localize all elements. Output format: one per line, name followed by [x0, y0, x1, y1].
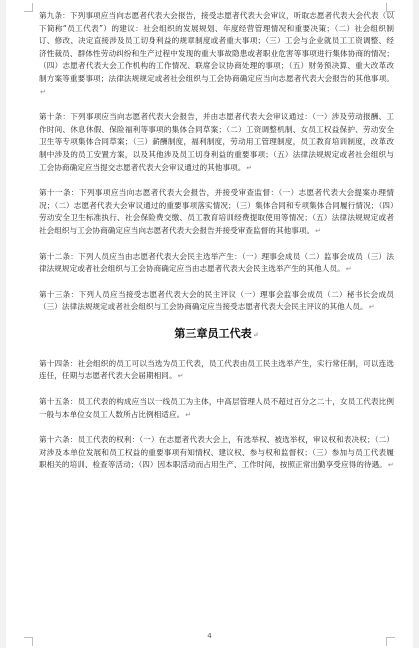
chapter-title: 第三章员工代表↵ [174, 326, 259, 340]
paragraph-mark-icon: ↵ [40, 87, 46, 96]
article-15: 第十五条：员工代表的构成应当以一线员工为主体，中高层管理人员不超过百分之二十，女员工代表比例一般与本单位女员工人数所占比例相适应。↵ [39, 397, 394, 419]
paragraph-mark-icon: ↵ [252, 329, 259, 339]
article-16: 第十六条：员工代表的权利：（一）在志愿者代表大会上，有选举权、被选举权，审议权和表决权；（二）对涉及本单位发展和员工权益的重要事项有知情权、建议权、参与权和监督权；（三）参加与员工代表履职相关的培训、检查等活动；（四）因本职活动而占用生产、工作时间，按照正常出勤享受应得的待遇。↵ [39, 435, 394, 470]
paragraph-mark-icon: ↵ [185, 410, 192, 419]
page-number: 4 [207, 632, 212, 640]
paragraph-mark-icon: ↵ [246, 163, 253, 172]
article-9: 第九条：下列事项应当向志愿者代表大会报告，接受志愿者代表大会审议，听取志愿者代表大会代表（以下简称“员工代表”）的建议：社会组织的发展规划、年度经营管理情况和重要决策；（二）社会组织制订、修改、决定直接涉及员工切身利益的规章制度或者重大事项；（三）工会与企业就员工工资调整、经济性裁员、群体性劳动纠纷和生产过程中发现的重大事故隐患或者职业危害等事项进行集体协商的情况；（四）志愿者代表大会工作机构的工作情况、联席会议协商处理的事项；（五）财务预决算、重大改革改制方案等重要事项；法律法规规定或者社会组织与工会协商确定应当向志愿者代表大会报告的其他事项。↵ [39, 11, 394, 96]
corner-mark [24, 3, 33, 12]
paragraph-mark-icon: ↵ [177, 372, 184, 381]
paragraph-mark-icon: ↵ [387, 461, 394, 470]
paragraph-mark-icon: ↵ [315, 226, 322, 235]
article-14: 第十四条：社会组织的员工可以当选为员工代表，员工代表由员工民主选举产生，实行常任制，可以连选连任，任期与志愿者代表大会届期相同。↵ [39, 358, 394, 381]
article-11: 第十一条：下列事项应当向志愿者代表大会报告，并接受审查监督：（一）志愿者代表大会提案办理情况；（二）志愿者代表大会审议通过的重要事项落实情况；（三）集体合同和专项集体合同履行情况；（四）劳动安全卫生标准执行、社会保险费交缴、员工教育培训经费提取使用等情况；（五）法律法规规定或者社会组织与工会协商确定应当向志愿者代表大会报告并接受审查监督的其他事项。↵ [39, 188, 394, 235]
document-page [6, 0, 413, 648]
article-12: 第十二条：下列人员应当由志愿者代表大会民主选举产生：（一）理事会成员（二）监事会成员（三）法律法规规定或者社会组织与工会协商确定应当由志愿者代表大会民主选举产生的其他人员。↵ [39, 251, 394, 274]
article-13: 第十三条：下列人员应当接受志愿者代表大会的民主评议（一）理事会监事会成员（二）秘书长会成员（三）法律法规规定或者社会组织与工会协商确定应当接受志愿者代表大会民主评议的其他人员。↵ [39, 289, 394, 312]
article-10: 第十条：下列事项应当向志愿者代表大会报告，并由志愿者代表大会审议通过：（一）涉及劳动报酬、工作时间、休息休假、保险福利等事项的集体合同草案；（二）工资调整机制、女员工权益保护、劳动安全卫生等专项集体合同草案；（三）薪酬制度，福利制度，劳动用工管理制度，员工教育培训制度，改革改制中涉及的员工安置方案，以及其他涉及员工切身利益的重要事项；（五）法律法规规定或者社会组织与工会协商确定应当提交志愿者代表大会审议通过的其他事项。↵ [39, 112, 394, 172]
document-body [39, 10, 394, 485]
paragraph-mark-icon: ↵ [368, 303, 375, 312]
paragraph-mark-icon: ↵ [345, 265, 352, 274]
